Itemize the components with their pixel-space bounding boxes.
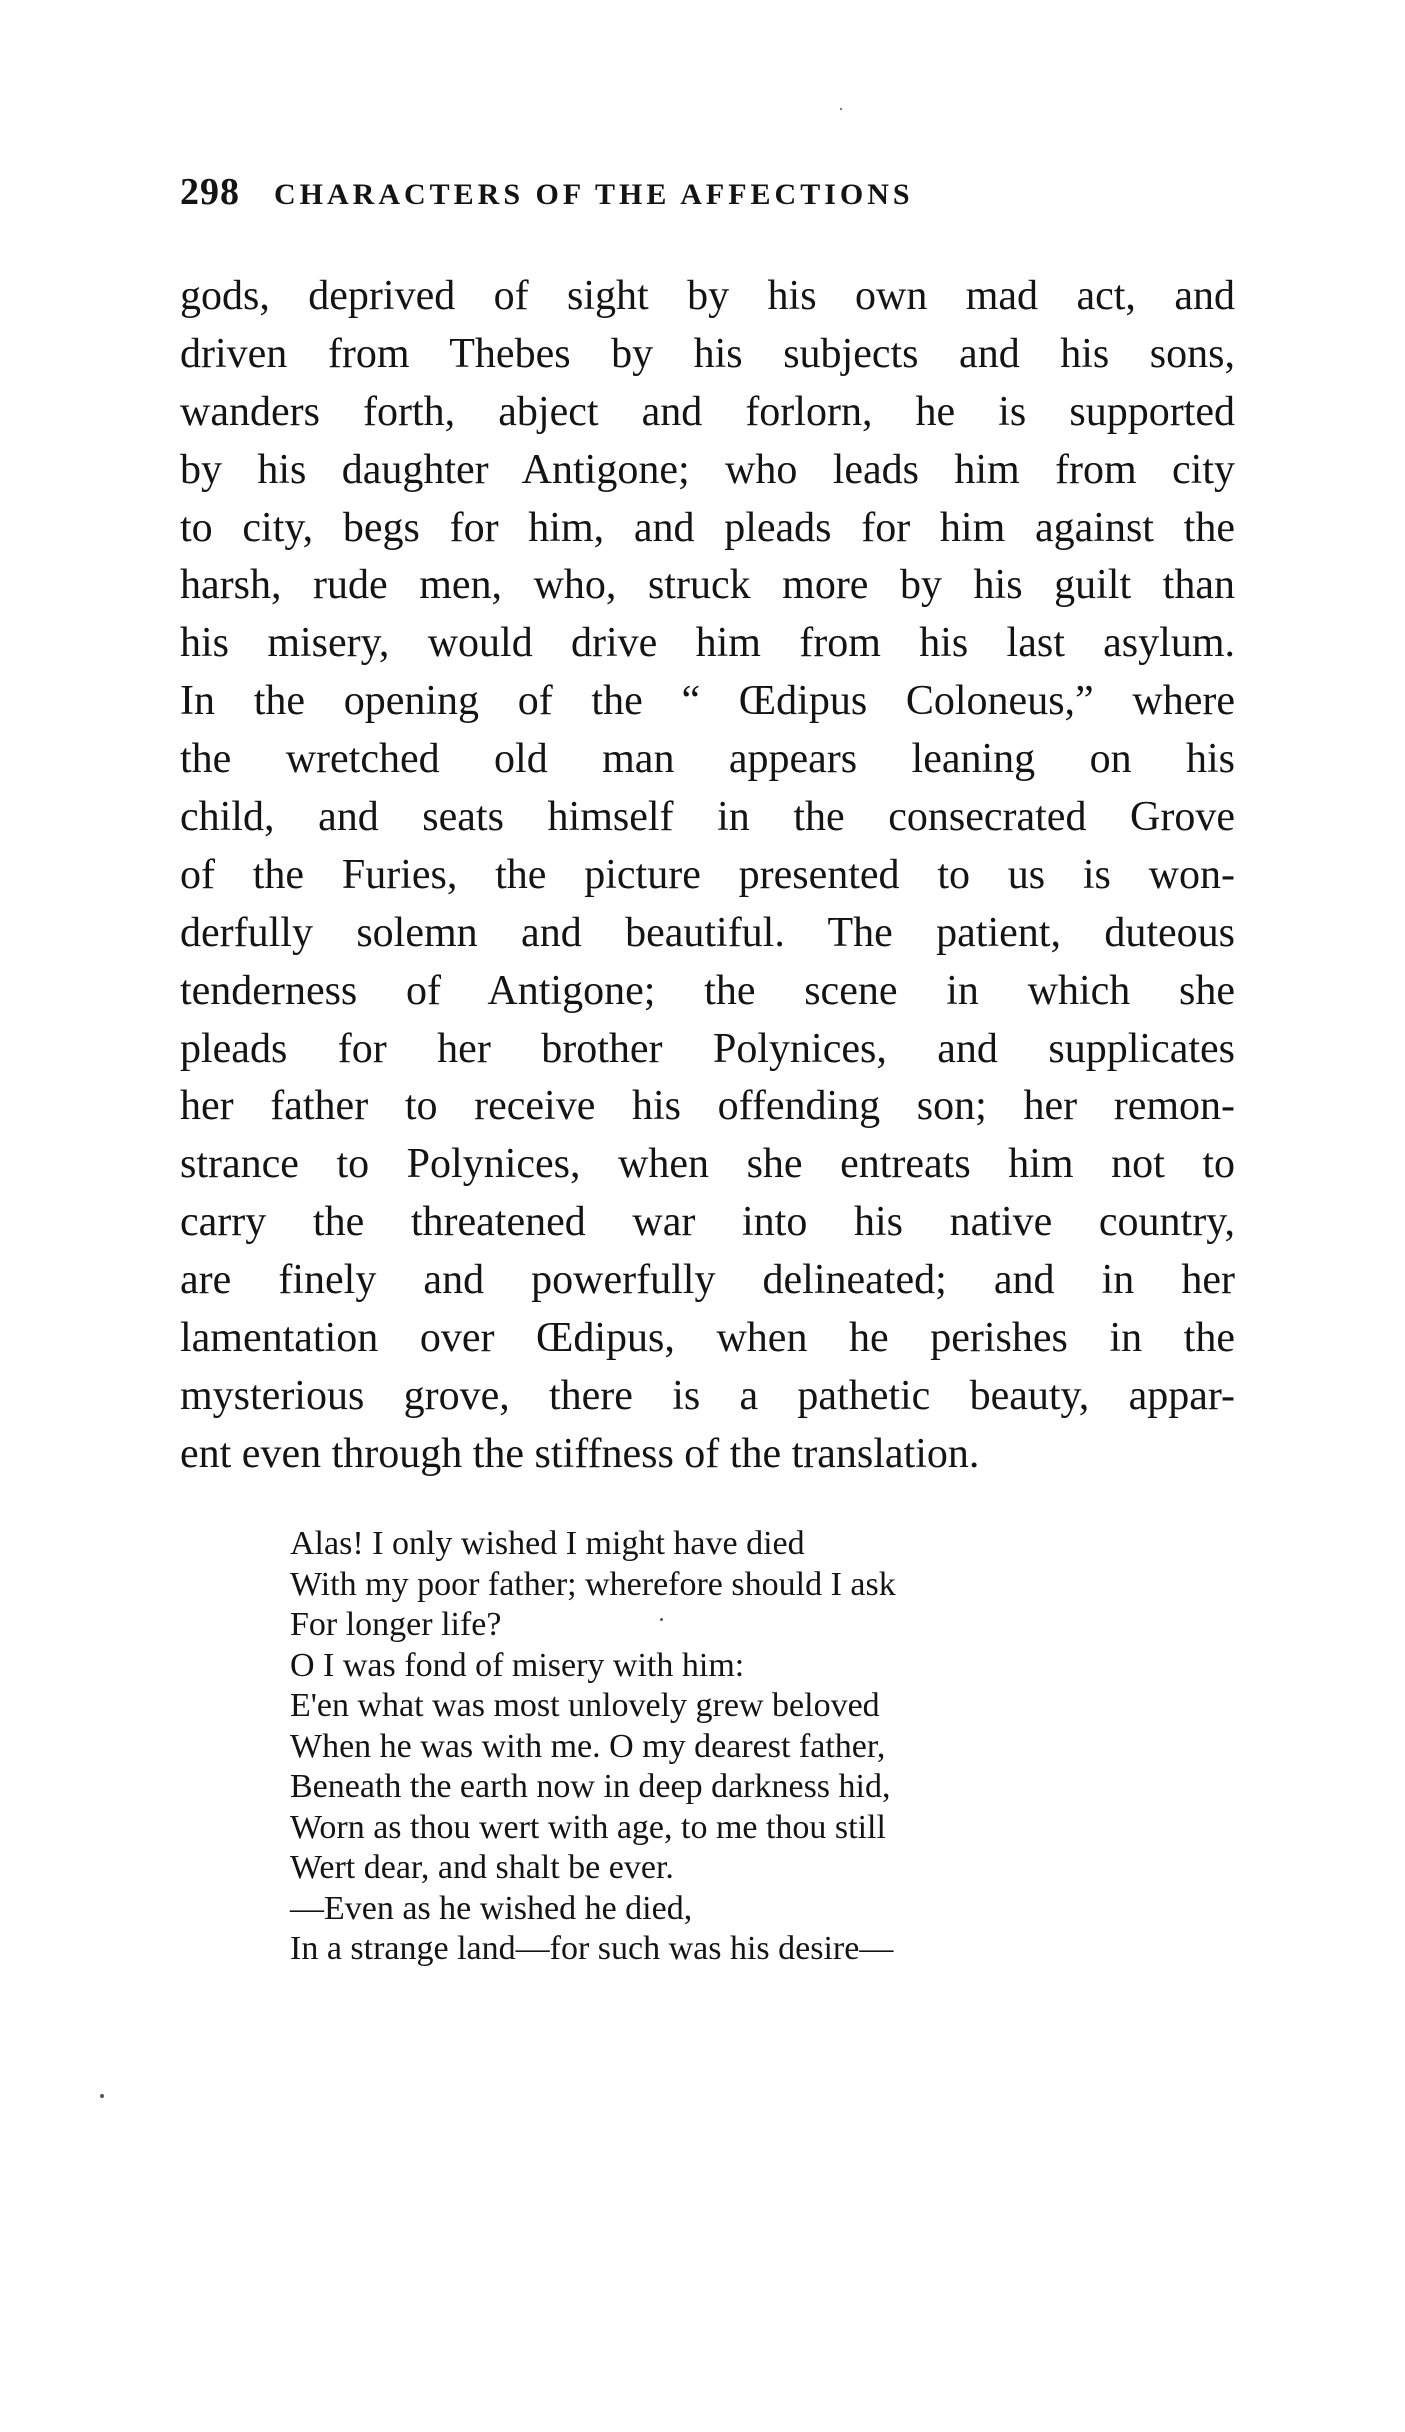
verse-line: —Even as he wished he died, bbox=[290, 1889, 693, 1927]
body-line: harsh, rude men, who, struck more by his guilt than bbox=[180, 562, 1235, 609]
running-title: CHARACTERS OF THE AFFECTIONS bbox=[274, 178, 914, 211]
verse-line: Alas! I only wished I might have died bbox=[290, 1525, 805, 1562]
body-line: his misery, would drive him from his last asylum. bbox=[180, 620, 1235, 667]
body-line: strance to Polynices, when she entreats him not to bbox=[180, 1141, 1235, 1188]
verse-line: With my poor father; wherefore should I ask bbox=[290, 1565, 896, 1603]
verse-line: Beneath the earth now in deep darkness hid, bbox=[290, 1768, 891, 1805]
verse-line: When he was with me. O my dearest father, bbox=[290, 1727, 886, 1765]
body-line: derfully solemn and beautiful. The patient, duteous bbox=[180, 909, 1235, 956]
verse-line: In a strange land—for such was his desire— bbox=[290, 1930, 894, 1967]
verse-quotation bbox=[290, 1524, 1110, 1970]
body-line: ent even through the stiffness of the translation. bbox=[180, 1430, 980, 1477]
body-line: mysterious grove, there is a pathetic beauty, appar- bbox=[180, 1372, 1235, 1419]
running-head bbox=[180, 170, 1250, 220]
scan-speck bbox=[100, 2094, 104, 2098]
scan-speck bbox=[840, 108, 842, 110]
body-line: pleads for her brother Polynices, and supplicates bbox=[180, 1025, 1235, 1072]
body-line: child, and seats himself in the consecrated Grove bbox=[180, 794, 1235, 841]
body-line: the wretched old man appears leaning on his bbox=[180, 736, 1235, 783]
verse-line: O I was fond of misery with him: bbox=[290, 1646, 745, 1684]
body-line: gods, deprived of sight by his own mad act, and bbox=[180, 273, 1235, 319]
body-line: to city, begs for him, and pleads for him against the bbox=[180, 504, 1235, 551]
verse-line: Worn as thou wert with age, to me thou still bbox=[290, 1808, 886, 1846]
page-number: 298 bbox=[180, 171, 240, 213]
body-line: driven from Thebes by his subjects and his sons, bbox=[180, 330, 1235, 377]
body-line: of the Furies, the picture presented to us is won- bbox=[180, 851, 1235, 898]
body-line: lamentation over Œdipus, when he perishes in the bbox=[180, 1315, 1235, 1362]
verse-line: Wert dear, and shalt be ever. bbox=[290, 1849, 674, 1886]
verse-line: E'en what was most unlovely grew beloved bbox=[290, 1687, 880, 1724]
scan-speck bbox=[660, 1618, 663, 1621]
body-line: her father to receive his offending son; her remon- bbox=[180, 1083, 1235, 1130]
body-line: carry the threatened war into his native country, bbox=[180, 1199, 1235, 1246]
body-line: In the opening of the “ Œdipus Coloneus,” where bbox=[180, 678, 1235, 725]
verse-line: For longer life? bbox=[290, 1606, 502, 1643]
body-line: by his daughter Antigone; who leads him from city bbox=[180, 446, 1235, 493]
body-line: are finely and powerfully delineated; and in her bbox=[180, 1257, 1235, 1304]
body-line: wanders forth, abject and forlorn, he is supported bbox=[180, 388, 1235, 435]
body-line: tenderness of Antigone; the scene in which she bbox=[180, 967, 1235, 1014]
body-paragraph bbox=[180, 268, 1235, 1484]
